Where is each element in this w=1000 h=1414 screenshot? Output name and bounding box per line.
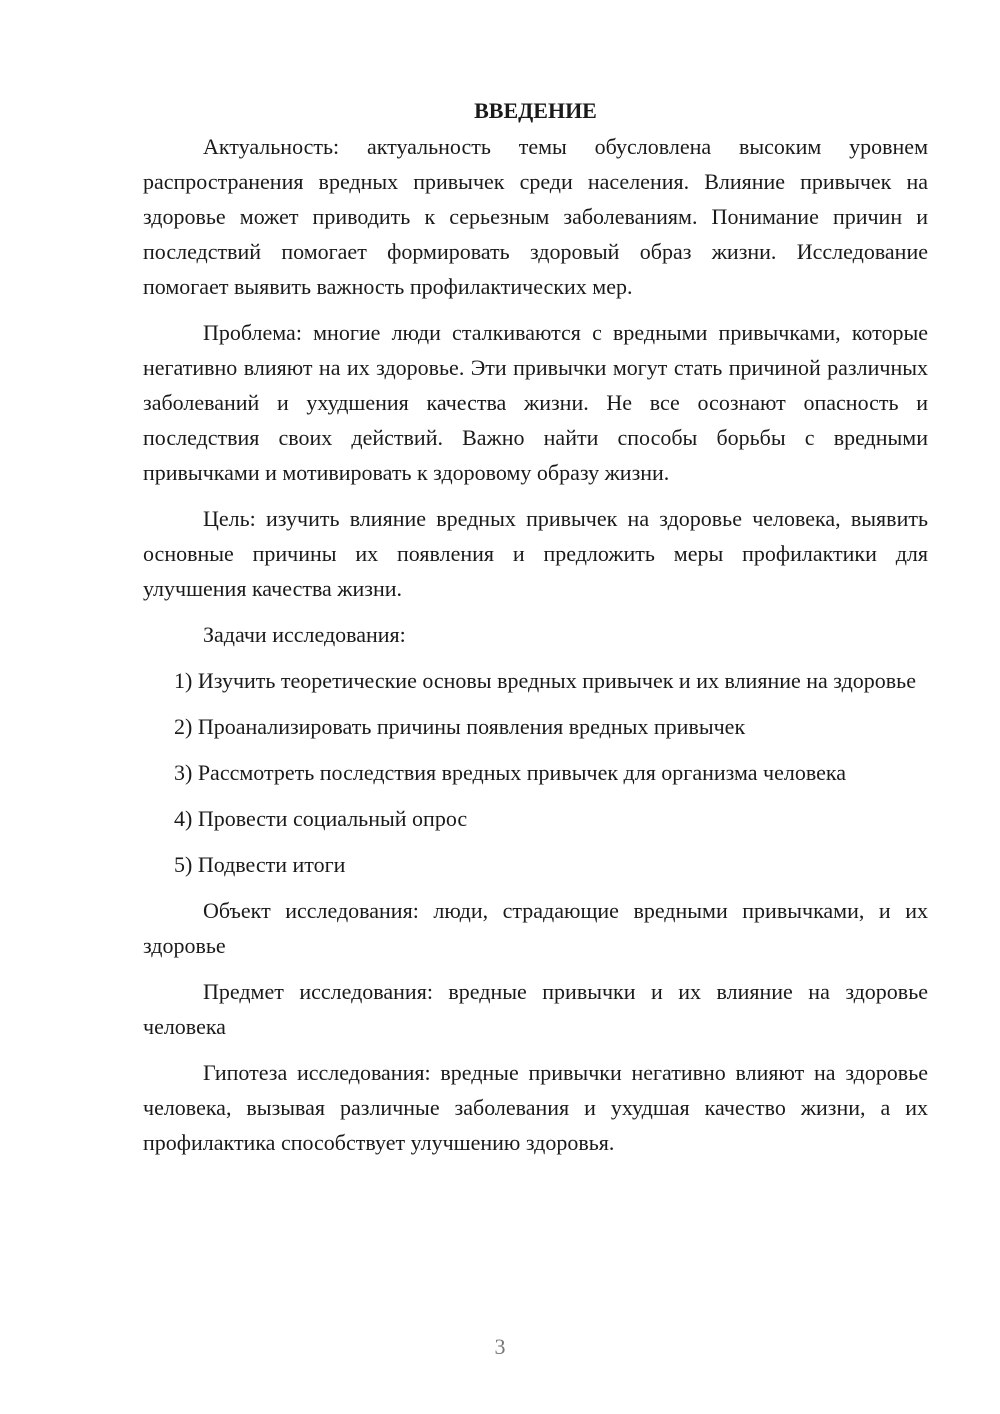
tasks-list <box>143 663 928 882</box>
page-title: ВВЕДЕНИЕ <box>474 98 597 123</box>
object-paragraph: Объект исследования: люди, страдающие вредными привычками, и их здоровье <box>143 898 928 958</box>
document-page <box>143 95 928 1171</box>
task-item-1: 1) Изучить теоретические основы вредных привычек и их влияние на здоровье <box>174 668 916 693</box>
tasks-heading: Задачи исследования: <box>203 622 406 647</box>
subject-paragraph: Предмет исследования: вредные привычки и их влияние на здоровье человека <box>143 979 928 1039</box>
relevance-paragraph: Актуальность: актуальность темы обусловлена высоким уровнем распространения вредных привычек среди населения. Влияние привычек на здоровье может приводить к серьезным заболеваниям. Понимание причин и последствий помогает формировать здоровый образ жизни. Исследование помогает выявить важность профилактических мер. <box>143 134 928 299</box>
task-item-3: 3) Рассмотреть последствия вредных привычек для организма человека <box>174 760 847 785</box>
hypothesis-paragraph: Гипотеза исследования: вредные привычки негативно влияют на здоровье человека, вызывая различные заболевания и ухудшая качество жизни, а их профилактика способствует улучшению здоровья. <box>143 1060 928 1155</box>
problem-paragraph: Проблема: многие люди сталкиваются с вредными привычками, которые негативно влияют на их здоровье. Эти привычки могут стать причиной различных заболеваний и ухудшения качества жизни. Не все осознают опасность и последствия своих действий. Важно найти способы борьбы с вредными привычками и мотивировать к здоровому образу жизни. <box>143 320 928 485</box>
task-item-4: 4) Провести социальный опрос <box>174 806 468 831</box>
task-item-2: 2) Проанализировать причины появления вредных привычек <box>174 714 746 739</box>
task-item-5: 5) Подвести итоги <box>174 852 346 877</box>
page-number: 3 <box>494 1334 506 1359</box>
goal-paragraph: Цель: изучить влияние вредных привычек на здоровье человека, выявить основные причины их появления и предложить меры профилактики для улучшения качества жизни. <box>143 506 928 601</box>
